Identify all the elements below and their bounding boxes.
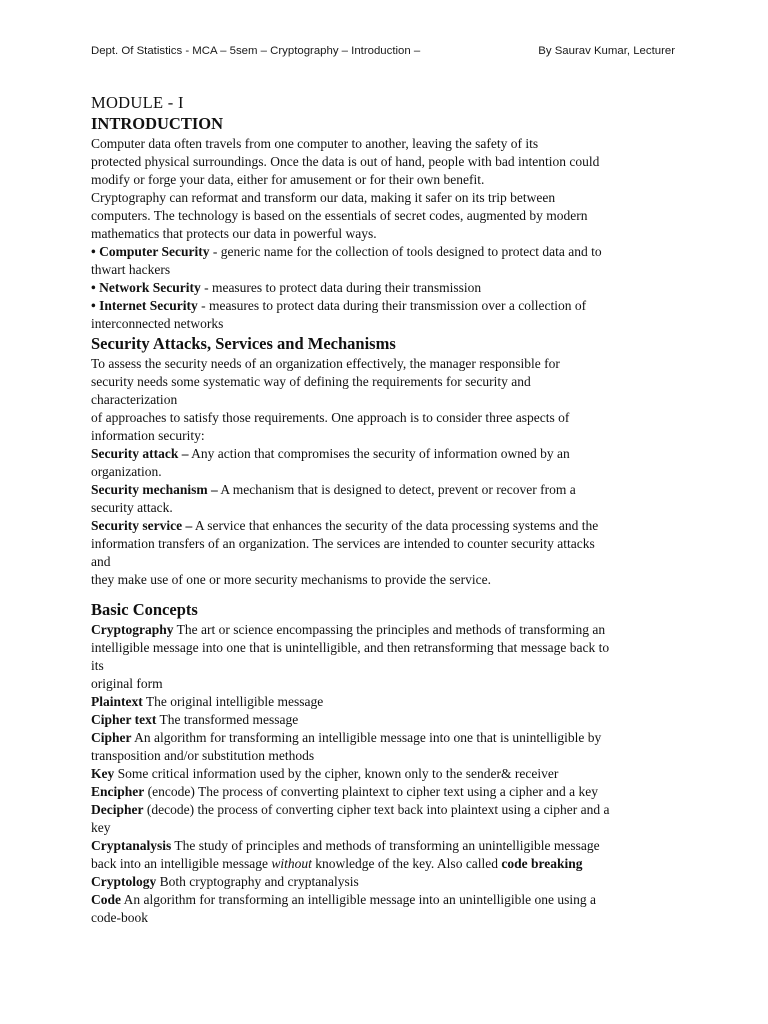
- text-line: [91, 711, 676, 729]
- definition-term: Decipher: [91, 802, 144, 817]
- definition-text: The art or science encompassing the principles and methods of transforming an: [173, 622, 606, 637]
- text-line: [91, 481, 676, 499]
- text-line: [91, 297, 676, 315]
- definition-text: (encode) The process of converting plaintext to cipher text using a cipher and a key: [144, 784, 598, 799]
- definition-text: The original intelligible message: [142, 694, 324, 709]
- intro-paragraph-2: [91, 189, 676, 243]
- text-line: [91, 873, 676, 891]
- encipher-definition: [91, 783, 676, 801]
- definition-term: Cipher: [91, 730, 132, 745]
- text-line: mathematics that protects our data in powerful ways.: [91, 226, 377, 241]
- text-line: [91, 729, 676, 747]
- text-line: code-book: [91, 910, 148, 925]
- definition-text: Any action that compromises the security of information owned by an: [188, 446, 570, 461]
- definition-term: Key: [91, 766, 115, 781]
- bullet-term: • Network Security: [91, 280, 201, 295]
- security-mechanism-definition: [91, 481, 676, 517]
- definition-text: knowledge of the key. Also called: [311, 856, 502, 871]
- document-body: [91, 93, 676, 927]
- security-service-definition: [91, 517, 676, 589]
- definition-term: Security service –: [91, 518, 193, 533]
- definition-term: Security mechanism –: [91, 482, 218, 497]
- definition-term: Cipher text: [91, 712, 157, 727]
- text-line: characterization: [91, 392, 178, 407]
- bullet-definition: - measures to protect data during their transmission: [200, 280, 482, 295]
- text-line: information transfers of an organization. The services are intended to counter security attacks: [91, 536, 595, 551]
- text-line: thwart hackers: [91, 262, 171, 277]
- intro-paragraph-1: [91, 135, 676, 189]
- text-line: [91, 445, 676, 463]
- text-line: [91, 621, 676, 639]
- attacks-paragraph: [91, 355, 676, 445]
- definition-text: An algorithm for transforming an intelligible message into one that is unintelligible by: [131, 730, 602, 745]
- text-line: of approaches to satisfy those requirements. One approach is to consider three aspects of: [91, 410, 570, 425]
- text-line: [91, 891, 676, 909]
- text-line: [91, 783, 676, 801]
- decipher-definition: [91, 801, 676, 837]
- text-line: [91, 693, 676, 711]
- text-line: Cryptography can reformat and transform our data, making it safer on its trip between: [91, 190, 556, 205]
- text-line: they make use of one or more security mechanisms to provide the service.: [91, 572, 491, 587]
- text-line: [91, 765, 676, 783]
- bullet-definition: - generic name for the collection of tools designed to protect data and to: [209, 244, 602, 259]
- bullet-network-security: [91, 279, 676, 297]
- emphasis-text: without: [271, 856, 312, 871]
- definition-term: code breaking: [501, 856, 583, 871]
- definition-text: Both cryptography and cryptanalysis: [156, 874, 359, 889]
- bullet-internet-security: [91, 297, 676, 333]
- text-line: transposition and/or substitution methods: [91, 748, 315, 763]
- definition-text: A mechanism that is designed to detect, prevent or recover from a: [217, 482, 576, 497]
- text-line: [91, 243, 676, 261]
- bullet-term: • Computer Security: [91, 244, 210, 259]
- text-line: [91, 801, 676, 819]
- text-line: To assess the security needs of an organization effectively, the manager responsible for: [91, 356, 560, 371]
- definition-term: Plaintext: [91, 694, 143, 709]
- text-line: modify or forge your data, either for amusement or for their own benefit.: [91, 172, 485, 187]
- key-definition: [91, 765, 676, 783]
- definition-text: The transformed message: [156, 712, 299, 727]
- definition-text: (decode) the process of converting cipher text back into plaintext using a cipher and a: [143, 802, 610, 817]
- security-attack-definition: [91, 445, 676, 481]
- cryptology-definition: [91, 873, 676, 891]
- header-author: By Saurav Kumar, Lecturer: [538, 45, 675, 57]
- text-line: [91, 517, 676, 535]
- text-line: original form: [91, 676, 163, 691]
- code-definition: [91, 891, 676, 927]
- bullet-term: • Internet Security: [91, 298, 198, 313]
- definition-term: Encipher: [91, 784, 145, 799]
- text-line: [91, 837, 676, 855]
- bullet-definition: - measures to protect data during their transmission over a collection of: [197, 298, 587, 313]
- cryptography-definition: [91, 621, 676, 693]
- header-course-info: Dept. Of Statistics - MCA – 5sem – Cryptography – Introduction –: [91, 45, 421, 57]
- definition-text: The study of principles and methods of transforming an unintelligible message: [171, 838, 600, 853]
- definition-term: Cryptanalysis: [91, 838, 172, 853]
- definition-text: back into an intelligible message: [91, 856, 272, 871]
- text-line: its: [91, 658, 104, 673]
- text-line: [91, 855, 676, 873]
- definition-term: Security attack –: [91, 446, 189, 461]
- text-line: [91, 279, 676, 297]
- text-line: and: [91, 554, 111, 569]
- page-header: [91, 45, 675, 57]
- text-line: intelligible message into one that is unintelligible, and then retransforming that message back to: [91, 640, 610, 655]
- plaintext-definition: [91, 693, 676, 711]
- text-line: security needs some systematic way of defining the requirements for security and: [91, 374, 531, 389]
- definition-text: An algorithm for transforming an intelligible message into an unintelligible one using a: [121, 892, 597, 907]
- module-label: MODULE - I: [91, 93, 184, 112]
- text-line: Computer data often travels from one computer to another, leaving the safety of its: [91, 136, 539, 151]
- introduction-heading: INTRODUCTION: [91, 114, 224, 133]
- text-line: information security:: [91, 428, 205, 443]
- text-line: security attack.: [91, 500, 173, 515]
- text-line: protected physical surroundings. Once the data is out of hand, people with bad intention could: [91, 154, 600, 169]
- attacks-heading: Security Attacks, Services and Mechanisms: [91, 334, 396, 353]
- cipher-definition: [91, 729, 676, 765]
- definition-text: A service that enhances the security of the data processing systems and the: [192, 518, 599, 533]
- basic-concepts-heading: Basic Concepts: [91, 600, 198, 619]
- ciphertext-definition: [91, 711, 676, 729]
- text-line: key: [91, 820, 111, 835]
- text-line: computers. The technology is based on the essentials of secret codes, augmented by modern: [91, 208, 588, 223]
- bullet-computer-security: [91, 243, 676, 279]
- definition-text: Some critical information used by the cipher, known only to the sender& receiver: [114, 766, 559, 781]
- definition-term: Cryptology: [91, 874, 157, 889]
- cryptanalysis-definition: [91, 837, 676, 873]
- text-line: interconnected networks: [91, 316, 224, 331]
- text-line: organization.: [91, 464, 162, 479]
- definition-term: Code: [91, 892, 121, 907]
- definition-term: Cryptography: [91, 622, 174, 637]
